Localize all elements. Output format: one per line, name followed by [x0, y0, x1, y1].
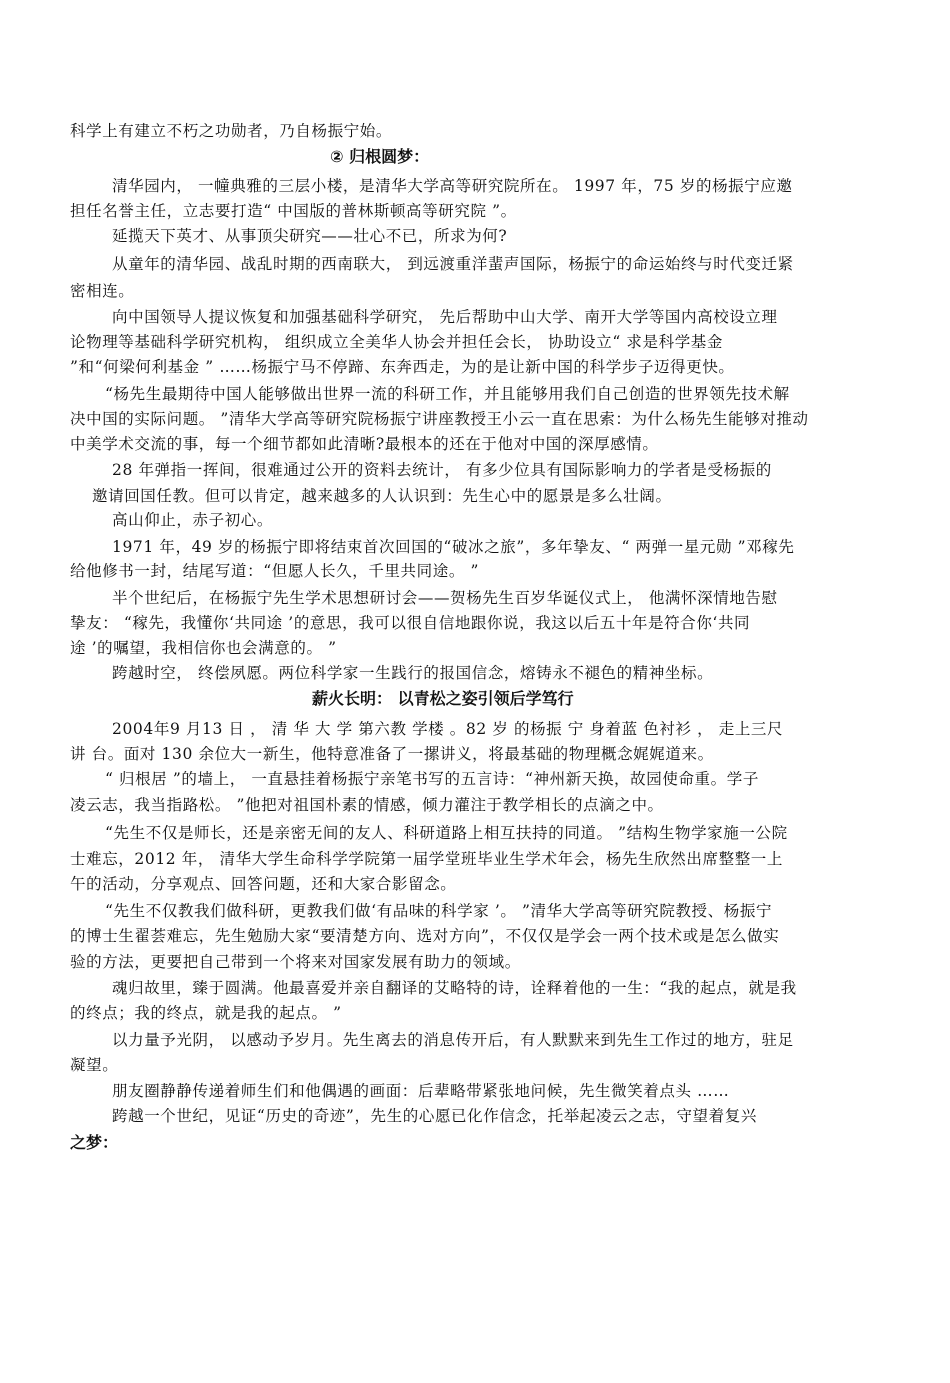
- text-line: 凝望。: [70, 1056, 119, 1074]
- text-line: 从童年的清华园、战乱时期的西南联大， 到远渡重洋蜚声国际，杨振宁的命运始终与时代变迁紧: [112, 255, 794, 273]
- section-heading: 薪火长明： 以青松之姿引领后学笃行: [312, 689, 574, 708]
- text-line: 士难忘，2012 年， 清华大学生命科学学院第一届学堂班毕业生学术年会，杨先生欣然出席整整一上: [70, 850, 784, 868]
- text-line: 28 年弹指一挥间，很难通过公开的资料去统计， 有多少位具有国际影响力的学者是受杨振的: [112, 461, 772, 479]
- text-line: 验的方法，更要把自己带到一个将来对国家发展有助力的领域。: [70, 953, 521, 971]
- text-line: “杨先生最期待中国人能够做出世界一流的科研工作，并且能够用我们自己创造的世界领先技术解: [105, 385, 790, 403]
- text-line: 延揽天下英才、从事顶尖研究——壮心不已，所求为何?: [112, 227, 508, 245]
- text-line: 午的活动，分享观点、回答问题，还和大家合影留念。: [70, 875, 457, 893]
- text-line: 的博士生翟荟难忘，先生勉励大家“要清楚方向、选对方向”，不仅仅是学会一两个技术或是怎么做实: [70, 927, 780, 945]
- section-heading: 之梦：: [70, 1133, 119, 1152]
- section-heading: ② 归根圆梦：: [330, 147, 430, 166]
- text-line: ”和“何梁何利基金 ” ……杨振宁马不停蹄、东奔西走，为的是让新中国的科学步子迈得更快。: [70, 358, 735, 376]
- text-line: “先生不仅教我们做科研，更教我们做‘有品味的科学家 ’。 ”清华大学高等研究院教授、杨振宁: [105, 902, 773, 920]
- text-line: 决中国的实际问题。 ”清华大学高等研究院杨振宁讲座教授王小云一直在思索：为什么杨先生能够对推动: [70, 410, 809, 428]
- text-line: 跨越时空， 终偿夙愿。两位科学家一生践行的报国信念，熔铸永不褪色的精神坐标。: [112, 664, 714, 682]
- text-line: 挚友： “稼先，我懂你‘共同途 ’的意思，我可以很自信地跟你说，我这以后五十年是符合你‘共同: [70, 614, 751, 632]
- text-line: 向中国领导人提议恢复和加强基础科学研究， 先后帮助中山大学、南开大学等国内高校设立理: [112, 308, 778, 326]
- text-line: 密相连。: [70, 282, 135, 300]
- text-line: 半个世纪后，在杨振宁先生学术思想研讨会——贺杨先生百岁华诞仪式上， 他满怀深情地告慰: [112, 589, 778, 607]
- text-line: “先生不仅是师长，还是亲密无间的友人、科研道路上相互扶持的同道。 ”结构生物学家施一公院: [105, 824, 788, 842]
- text-line: “ 归根居 ”的墙上， 一直悬挂着杨振宁亲笔书写的五言诗：“神州新天换，故园使命重。学子: [105, 770, 759, 788]
- text-line: 途 ’的嘱望，我相信你也会满意的。 ”: [70, 639, 337, 657]
- text-line: 凌云志，我当指路松。 ”他把对祖国朴素的情感，倾力灌注于教学相长的点滴之中。: [70, 796, 664, 814]
- text-line: 清华园内， 一幢典雅的三层小楼，是清华大学高等研究院所在。 1997 年，75 岁的杨振宁应邀: [112, 177, 793, 195]
- text-line: 给他修书一封，结尾写道：“但愿人长久，千里共同途。 ”: [70, 562, 479, 580]
- text-line: 邀请回国任教。但可以肯定，越来越多的人认识到：先生心中的愿景是多么壮阔。: [92, 487, 672, 505]
- text-line: 高山仰止，赤子初心。: [112, 511, 274, 529]
- text-line: 魂归故里，臻于圆满。他最喜爱并亲自翻译的艾略特的诗，诠释着他的一生：“我的起点，就是我: [112, 979, 797, 997]
- text-line: 中美学术交流的事，每一个细节都如此清晰?最根本的还在于他对中国的深厚感情。: [70, 435, 659, 453]
- text-line: 2004年9 月13 日 ， 清 华 大 学 第六教 学楼 。82 岁 的杨振 宁 身着蓝 色衬衫 ， 走上三尺: [112, 720, 784, 738]
- text-line: 的终点；我的终点，就是我的起点。 ”: [70, 1004, 342, 1022]
- text-line: 讲 台。面对 130 余位大一新生，他特意准备了一摞讲义，将最基础的物理概念娓娓道来。: [70, 745, 714, 763]
- text-line: 科学上有建立不朽之功勋者，乃自杨振宁始。: [70, 122, 393, 140]
- text-line: 朋友圈静静传递着师生们和他偶遇的画面：后辈略带紧张地问候，先生微笑着点头 ……: [112, 1082, 730, 1100]
- text-line: 1971 年，49 岁的杨振宁即将结束首次回国的“破冰之旅”，多年挚友、“ 两弹一星元勋 ”邓稼先: [112, 538, 795, 556]
- text-line: 以力量予光阴， 以感动予岁月。先生离去的消息传开后，有人默默来到先生工作过的地方，驻足: [112, 1031, 794, 1049]
- text-line: 论物理等基础科学研究机构， 组织成立全美华人协会并担任会长， 协助设立“ 求是科学基金: [70, 333, 724, 351]
- text-line: 跨越一个世纪，见证“历史的奇迹”，先生的心愿已化作信念，托举起凌云之志，守望着复兴: [112, 1107, 757, 1125]
- text-line: 担任名誉主任，立志要打造“ 中国版的普林斯顿高等研究院 ”。: [70, 202, 517, 220]
